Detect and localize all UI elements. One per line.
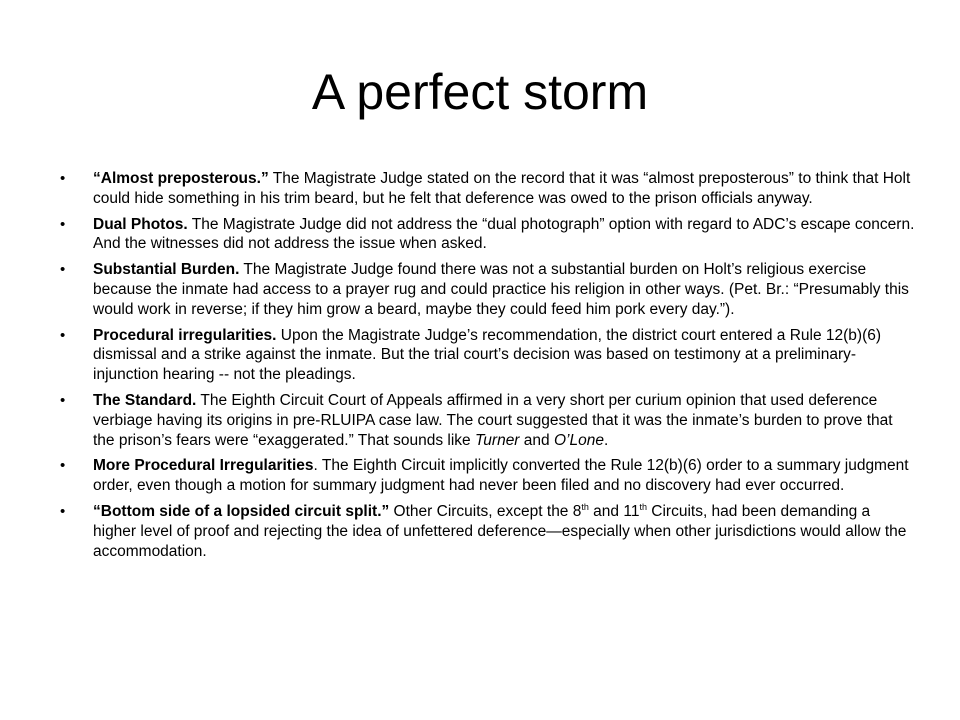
bullet-text: The Magistrate Judge found there was not a substantial burden on Holt’s religious exercise because the inmate had access to a prayer rug and could practice his religion in other ways. (Pet. Br.: “Presumably this would work in reverse; if they him grow a beard, maybe they could feed him pork every day.”). [93, 261, 909, 318]
bullet-dual-photos [60, 215, 915, 255]
bullet-dot-icon: • [60, 326, 66, 344]
bullet-lead: More Procedural Irregularities [93, 457, 314, 475]
bullet-lead: Procedural irregularities. [93, 326, 277, 344]
bullet-lead: Substantial Burden. [93, 261, 240, 279]
bullet-lead: “Almost preposterous.” [93, 170, 269, 187]
bullet-text: Circuits, had been demanding a higher level of proof and rejecting the idea of unfettered deference—especially when other jurisdictions would allow the accommodation. [93, 502, 907, 560]
bullet-text: . The Eighth Circuit implicitly converted the Rule 12(b)(6) order to a summary judgment order, even though a motion for summary judgment had never been filed and no discovery had ever occurred. [93, 457, 909, 495]
bullet-text: and [519, 431, 554, 449]
bullet-dot-icon: • [60, 502, 66, 520]
bullet-lead: The Standard. [93, 391, 197, 409]
bullet-text: The Magistrate Judge stated on the record that it was “almost preposterous” to think that Holt could hide something in his trim beard, but he felt that deference was owed to the prison officials anyway. [93, 170, 911, 207]
bullet-text: The Eighth Circuit Court of Appeals affirmed in a very short per curium opinion that used deference verbiage having its origins in pre-RLUIPA case law. The court suggested that it was the inmate’s burden to prove that the prison’s fears were “exaggerated.” That sounds like [93, 391, 893, 449]
bullet-procedural-irregularities [60, 326, 915, 385]
bullet-dot-icon: • [60, 391, 66, 409]
bullet-list [60, 169, 915, 567]
bullet-dot-icon: • [60, 215, 66, 233]
bullet-text: Upon the Magistrate Judge’s recommendation, the district court entered a Rule 12(b)(6) dismissal and a strike against the inmate. But the trial court’s decision was based on testimony at a preliminary-injunction hearing -- not the pleadings. [93, 326, 882, 384]
bullet-circuit-split [60, 502, 915, 561]
bullet-lead: Dual Photos. [93, 215, 188, 233]
bullet-the-standard [60, 391, 915, 450]
bullet-text: The Magistrate Judge did not address the “dual photograph” option with regard to ADC’s escape concern. And the witnesses did not address the issue when asked. [93, 215, 915, 253]
case-name-turner: Turner [474, 431, 520, 449]
slide-title: A perfect storm [311, 64, 649, 120]
bullet-lead: “Bottom side of a lopsided circuit split.” [93, 502, 390, 520]
bullet-almost-preposterous [60, 169, 915, 209]
superscript-th: th [639, 501, 647, 512]
superscript-th: th [581, 501, 589, 512]
bullet-text: Other Circuits, except the 8 [389, 502, 582, 520]
bullet-text: and 11 [588, 502, 640, 520]
bullet-substantial-burden [60, 260, 915, 319]
bullet-dot-icon: • [60, 457, 66, 475]
bullet-text: . [603, 431, 609, 449]
bullet-dot-icon: • [60, 261, 66, 279]
bullet-more-procedural-irregularities [60, 456, 915, 496]
bullet-dot-icon: • [60, 170, 66, 187]
case-name-olone: O’Lone [553, 431, 604, 449]
